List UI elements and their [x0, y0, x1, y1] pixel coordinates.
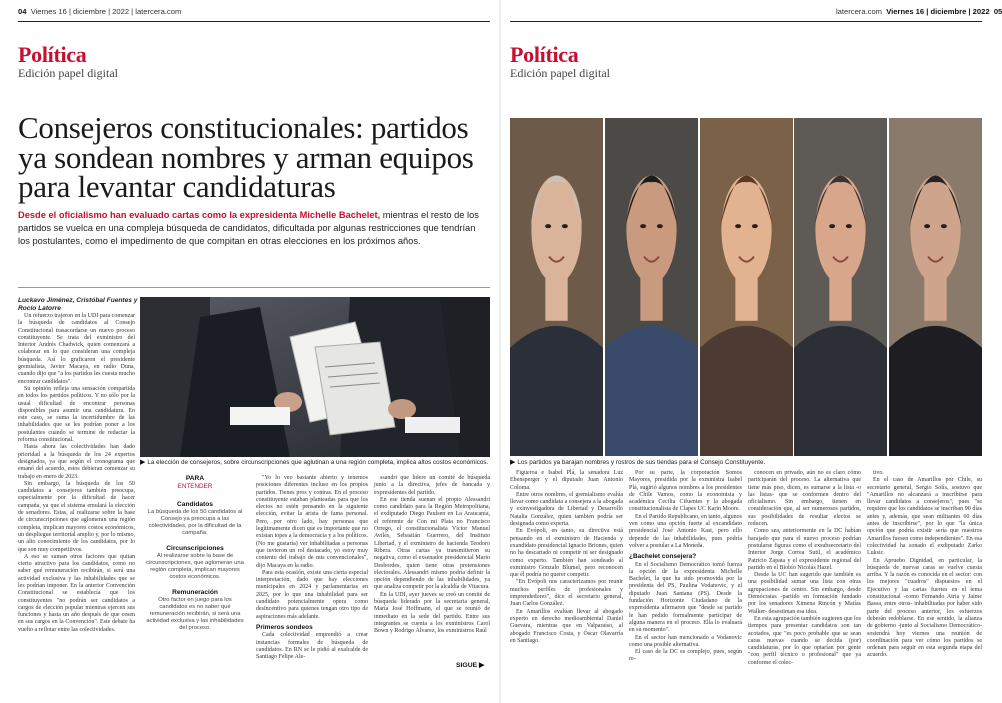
- portrait-3: [700, 118, 793, 456]
- paragraph: En el Socialismo Democrático tomó fuerza la opción de la expresidenta Michelle Bachelet, la que ha sido promovida por la presidenta del PS, Paulina Vodanovic, y el diputado Juan Santana (PS). Desde la fundación Horizonte Ciudadano de la expresidenta afirmaron que "desde su partido le han pedido formalmente participar de alguna manera en el proceso. Ella lo evaluará en su momento".: [629, 561, 742, 634]
- lead-paragraph: [18, 209, 483, 247]
- sidebar-item-text: La búsqueda de los 50 candidatos al Consejo ya preocupa a las colectividades, por la dificultad de la campaña.: [147, 509, 243, 536]
- paragraph: Entre otros nombres, el gremialismo evalúa llevar como candidata a consejera a la abogada y exinvestigadora de Libertad y Desarrollo Natalia González, quien también podría ser designada como experta.: [510, 491, 623, 528]
- continue-arrow-icon: ▶: [479, 662, 485, 669]
- paragraph: En el caso de Amarillos por Chile, su secretario general, Sergio Solís, sostuvo que "Amarillos no alcanzará a inscribirse para llevar candidatos a consejeros", pues "se requiere que los candidatos se inscriban 90 días antes y, además, que sean militantes 60 días antes de inscribirse", por lo que "la única opción que podría existir sería que nuestros Amarillos fuesen como independientes". En esa colectividad ha sonado el exdiputado Zarko Luksic.: [867, 477, 982, 557]
- left-edition-label: Edición papel digital: [18, 66, 118, 80]
- right-col-1: [510, 470, 623, 680]
- lead-rule: [18, 287, 490, 288]
- right-col-2: [629, 470, 742, 680]
- portrait-5: [889, 118, 982, 456]
- sidebar-head: PARA: [185, 475, 205, 482]
- right-folio: latercera.com Viernes 16 | diciembre | 2022 05: [836, 7, 1002, 16]
- paragraph: tivo.: [873, 470, 884, 476]
- sidebar-item-title: Remuneración: [172, 589, 218, 596]
- paragraph: Sin embargo, la búsqueda de los 50 candidatos a consejeros también preocupa, especialmente por la dificultad de hacer campaña, ya que el sistema emulará la elección de senadores. Estas, al realizarse sobre la base de circunscripciones que aglomeran una región completa, implican mayores costos económicos, un despliegue territorial amplio y, por lo mismo, un alto conocimiento de los candidatos, por lo que son muy competitivos.: [18, 480, 135, 553]
- sidebar-item-title: Candidatos: [177, 501, 213, 508]
- paragraph: En Evópoli, en tanto, su directiva está pensando en el exministro de Hacienda y exandidato presidencial Ignacio Briones, quien no ha descartado ni competir ni ser designado como experto. También han sondeado al exministro Gonzalo Blumel, pero reconocen que él podría no querer competir.: [510, 528, 623, 579]
- sidebar-item-text: Al realizarse sobre la base de circunscripciones, que aglomeran una región completa, implican mayores costos económicos.: [146, 553, 244, 580]
- paragraph: En el Partido Republicano, en tanto, algunos ven como una opción fuerte al excandidato presidencial José Antonio Kast, pero ello depende de las inhabilidades, pues podría volver a postular a La Moneda.: [629, 513, 742, 549]
- paragraph: Su opinión refleja una sensación compartida en todos los partidos políticos. Y no sólo por la usual dificultad de encontrar personas disponibles para asumir una candidatura. En este caso, se suma la incertidumbre de las inhabilidades que se les podrían poner a los postulantes cuando se termine de redactar la reforma constitucional.: [18, 385, 135, 444]
- subhead: Primeros sondeos: [256, 623, 313, 631]
- paragraph: Cada colectividad emprendió a crear instancias formales de búsqueda de candidatos. En RN se le pidió al exalcalde de Santiago Felipe Ale-: [256, 632, 368, 661]
- left-photo-caption-text: La elección de consejeros, sobre circunscripciones que aglutinan a una región completa, implica altos costos económicos.: [147, 459, 489, 466]
- byline: Luckavo Jiménez, Cristóbal Fuentes y Rocío Latorre: [18, 297, 138, 312]
- paragraph: En la UDI, ayer jueves se creó un comité de búsqueda liderado por la secretaria general, María José Hoffmann, el que se reunió de inmediato en la sede del partido. Entre sus integrantes se cuenta a los exministros Carol Bown y Rodrigo Álvarez, los exministros Raúl: [374, 591, 490, 635]
- left-folio: 04 Viernes 16 | diciembre | 2022 | latercera.com: [18, 7, 182, 16]
- left-section-title: Política: [18, 42, 87, 67]
- right-photo-caption: [510, 459, 765, 467]
- paragraph: Desde la UC han sugerido que también es una posibilidad sumar una lista con otras agrupaciones de centro. Sin embargo, desde Demócratas -partido en formación fundado por los senadores Ximena Rincón y Matías Walker- desestiman esa idea.: [748, 572, 861, 615]
- paragraph: "En Evópoli nos caracterizamos por reunir muchos perfiles de profesionales y emprendedores", dice el secretario general, Juan Carlos González.: [510, 579, 623, 608]
- paragraph: En el sector han mencionado a Vodanovic como una posible alternativa.: [629, 634, 742, 648]
- portrait-1: [510, 118, 603, 456]
- page-gutter: [499, 0, 501, 703]
- left-col-1: [18, 313, 135, 668]
- right-photo-caption-text: Los partidos ya barajan nombres y rostros de sus tiendas para el Consejo Constituyente.: [517, 459, 766, 466]
- paragraph: En esta agrupación también sugieren que los tiempos para presentar candidatos son tan acotados, que "es poco probable que se sean caras nuevas cuando se decida (por) candidaturas, por lo que optarían por gente "con perfil técnico o profesional" que ya conforme el colec-: [748, 615, 861, 666]
- paragraph: Para esta ocasión, existe una cierta especial interpretación, dado que hay elecciones municipales en 2024 y parlamentarias en 2025, por lo que una inhabilidad para ser candidato potencialmente opera como desincentivo para quienes tengan otro tipo de aspiraciones más adelante.: [256, 569, 368, 620]
- para-entender-box: [145, 475, 245, 632]
- right-section-title: Política: [510, 42, 579, 67]
- paragraph: Figueroa e Isabel Plá, la senadora Luz Ebensperger y el diputado Juan Antonio Coloma.: [510, 470, 623, 491]
- right-col-4: [867, 470, 982, 680]
- paragraph: ssandri que lidere un comité de búsqueda junto a la directiva, jefes de bancada y expresidentes del partido.: [374, 475, 490, 496]
- caption-triangle-icon: ▶: [510, 459, 516, 466]
- right-top-rule: [510, 21, 982, 22]
- sidebar-head2: ENTENDER: [177, 483, 213, 490]
- lead-highlight: Desde el oficialismo han evaluado cartas como la expresidenta Michelle Bachelet,: [18, 210, 381, 220]
- paragraph: En Apruebo Dignidad, en particular, la búsqueda de nuevas caras se vuelve cuesta arriba. Y la razón es conocida en el sector: con los mejores "cuadros" dispuestos en el Ejecutivo y las cartas fuertes en el tema constitucional -como Fernando Atria y Jaime Bassa, entre otros- inhabilitadas por haber sido parte del proceso anterior, los esfuerzos deberán redoblarse. En ese sentido, la alianza de gobierno -junto al Socialismo Democrático- sostendrá hoy viernes una reunión de coordinación para ver cómo los partidos se ordenan para seguir en esta segunda etapa del acuerdo.: [867, 557, 982, 659]
- paragraph: Como sea, anteriormente en la DC habían barajado que para el nuevo proceso podrían postularse figuras como el exsubsecretario del Interior Jorge Correa Sutil, el académico Patricio Zapata y el expresidente regional del partido en el Biobío Nicolás Hazel.: [748, 528, 861, 571]
- left-sigue-text: SIGUE: [456, 662, 478, 669]
- paragraph: Por su parte, la corporación Somos Mayores, presidida por la exministra Isabel Plá, sugirió algunos nombres a los presidentes de Chile Vamos, como la economista y académica Cecilia Cifuentes y la abogada constitucionalista de Clapes UC Karin Moore.: [629, 470, 742, 513]
- subhead: ¿Bachelet consejera?: [629, 553, 697, 561]
- paragraph: En ese tienda suenan el propio Alessandri como candidato para la Región Metropolitana, el exdiputado Diego Paulsen en La Araucanía, el referente de Con mi Plata no Francisco Orrego, el constitucionalista Víctor Manuel Avilés, Sebastián Guerrero, del Instituto Libertad, y el exministro de hacienda Teodoro Ribera. Otras cartas ya transmitieron su negativa, como el exsenador presidencial Mario Desbordes, quien tiene otras pretensiones electorales. Alessandri mismo podría definir la opción dependiendo de las inhabilidades, ya que analiza competir por la alcaldía de Vitacura.: [374, 496, 490, 591]
- paragraph: A eso se suman otros factores que quitan cierto atractivo para los candidatos, como no saber qué remuneración recibirán, si será una actividad exclusiva y las inhabilidades que se les podrían imponer. En la anterior Convención Constitucional se establecía que los constituyentes "no podrán ser candidatos a cargos de elección popular mientras ejercen sus funciones y hasta un año después de que cesen en sus cargos en la Convención". Este debate ha vuelto a reflotar entre las colectividades.: [18, 553, 135, 633]
- portrait-4: [794, 118, 887, 456]
- paragraph: En Amarillos evalúan llevar al abogado experto en derecho medioambiental Daniel Guevara, mientras que en Valparaíso, al abogado Francisco Costa, y Óscar Olavarría en Santiago.: [510, 608, 623, 644]
- caption-triangle-icon: ▶: [140, 459, 146, 466]
- left-col-3: [256, 475, 368, 675]
- lead-text: mientras el resto de los partidos se vuelca en una compleja búsqueda de candidatos, dificultada por algunas restricciones que tendrían los postulantes, como el impedimento de que compitan en otras elecciones en los próximos años.: [18, 210, 479, 246]
- headline: Consejeros constitucionales: partidos ya sondean nombres y arman equipos para levantar candidaturas: [18, 110, 474, 204]
- right-edition-label: Edición papel digital: [510, 66, 610, 80]
- sidebar-item-title: Circunscripciones: [166, 545, 224, 552]
- paragraph: El caso de la DC es complejo, pues, según re-: [629, 649, 742, 663]
- sidebar-item-text: Otro factor en juego para los candidatos es no saber qué remuneración recibirán, si será una actividad exclusiva y las inhabilidades del proceso.: [146, 597, 244, 631]
- paragraph: conocen en privado, aún no es claro cómo participarán del proceso. La alternativa que tiene más piso, dicen, es sumarse a la lista -o las listas- que se conformen dentro del oficialismo. Sin embargo, tienen en consideración que, al ser numerosos partidos, sus posibilidades de resultar electos se reducen.: [748, 470, 861, 528]
- portrait-2: [605, 118, 698, 456]
- paragraph: Hasta ahora las colectividades han dado prioridad a la búsqueda de los 24 expertos designados, ya que según el cronograma que emanó del acuerdo, estos debieran comenzar su trabajo en enero de 2023.: [18, 444, 135, 480]
- left-continue-marker: [456, 661, 484, 669]
- signing-photo: [140, 297, 490, 457]
- left-photo-caption: [140, 459, 488, 467]
- left-col-4: [374, 475, 490, 659]
- signing-photo-illustration: [140, 297, 490, 457]
- left-top-rule: [18, 21, 490, 22]
- right-col-3: [748, 470, 861, 680]
- paragraph: Un refuerzo trajeron en la UDI para comenzar la búsqueda de candidatos al Consejo Constitucional trasacordarse un nuevo proceso constituyente. Se trata del exministro del Interior Andrés Chadwick, quien comenzará a colaborar en lo que consideran una compleja búsqueda. Así lo graficaron el presidente gremialista, Javier Macaya, en radio Duna, cuando dijo que "a los partidos les cuesta mucho encontrar candidatos".: [18, 313, 135, 385]
- paragraph: "Yo lo veo bastante abierto y tenemos posiciones diferentes incluso en los propios partidos. Tienes pros y contras. En el proceso constituyente estaban planteadas para que los electos no estén pensando en la siguiente elección, evitar la arista de fama personal. Pero, por otro lado, hay personas que legítimamente dicen que es importante que no existan topes a la democracia y a los políticos. (No me gustaría) ver inhabilitadas a personas que tuvieron un rol destacado, yo estoy muy contento del trabajo de mis convencionales", dijo Macaya en la radio.: [256, 475, 368, 569]
